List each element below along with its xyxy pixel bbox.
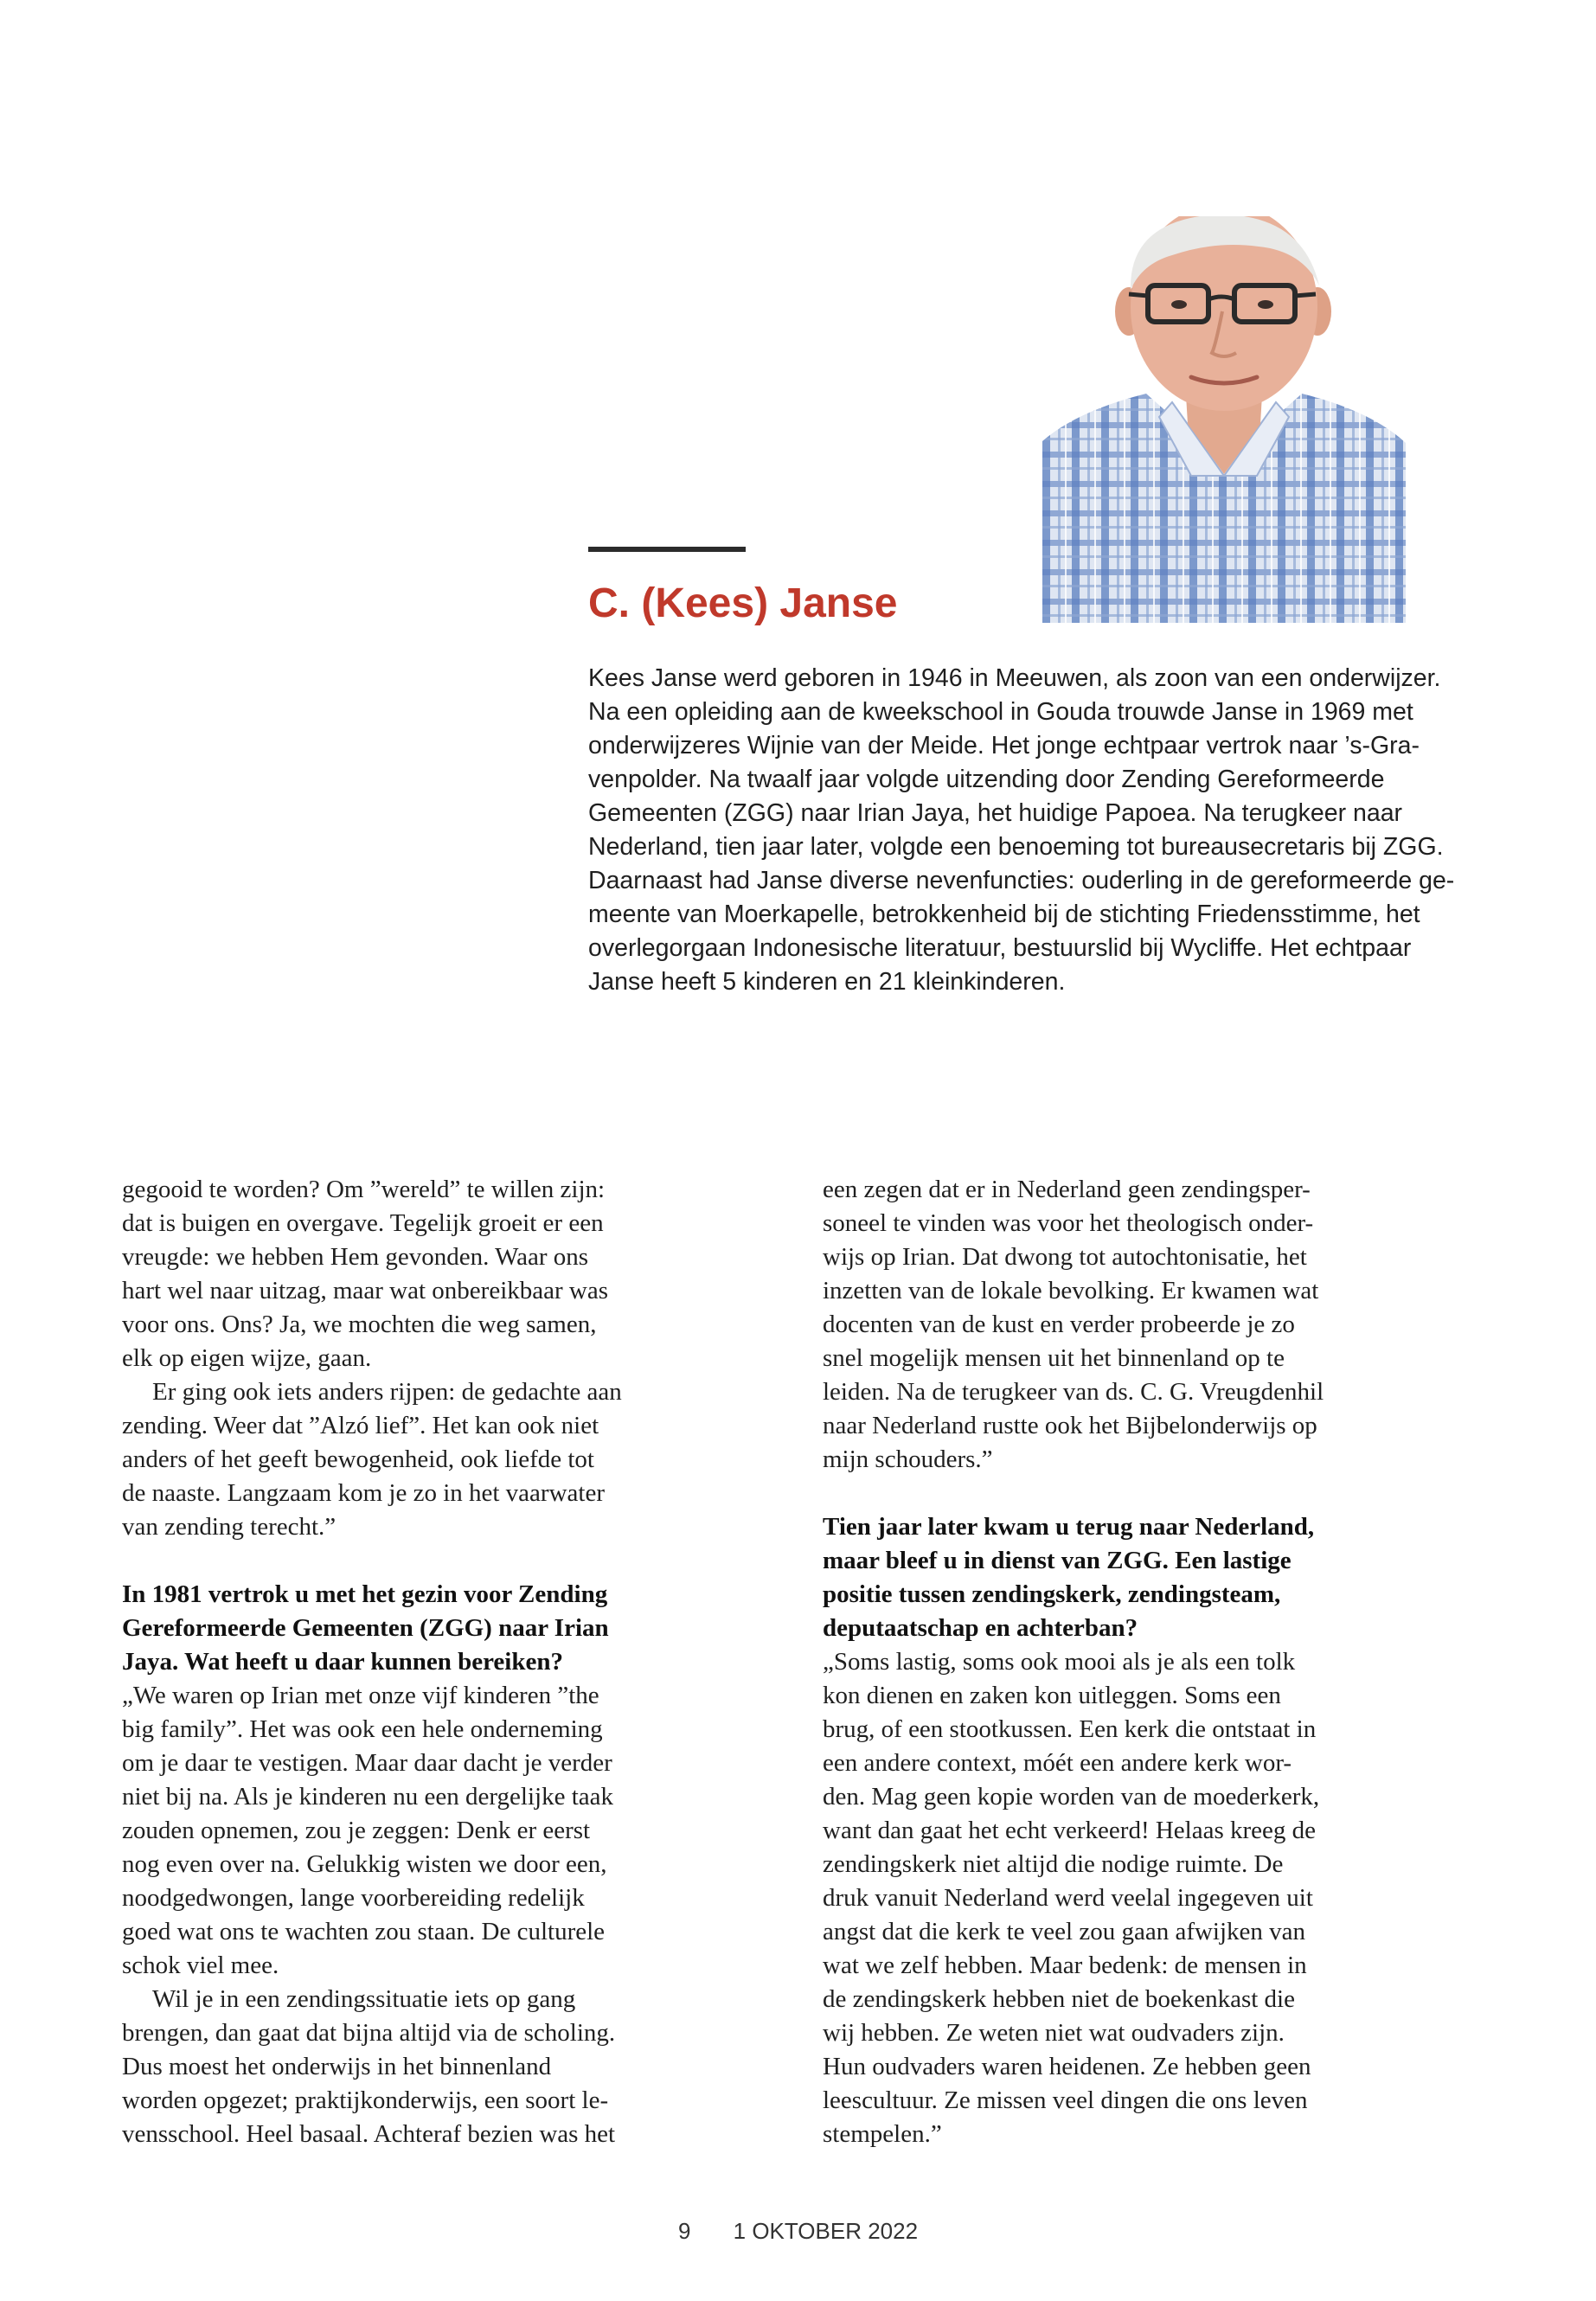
paragraph-line: om je daar te vestigen. Maar daar dacht je verder: [122, 1749, 612, 1777]
paragraph-line: goed wat ons te wachten zou staan. De culturele: [122, 1918, 606, 1945]
paragraph-line: van zending terecht.”: [122, 1513, 337, 1541]
paragraph-line: schok viel mee.: [122, 1952, 279, 1979]
paragraph-line: „Soms lastig, soms ook mooi als je als een tolk: [823, 1648, 1296, 1676]
paragraph-line: „We waren op Irian met onze vijf kinderen ”the: [122, 1682, 599, 1709]
article-column-left: [122, 1173, 676, 2151]
paragraph-line: hart wel naar uitzag, maar wat onbereikbaar was: [122, 1277, 609, 1304]
paragraph-line: naar Nederland rustte ook het Bijbelonderwijs op: [823, 1412, 1317, 1439]
title-rule: [588, 547, 746, 552]
paragraph-line: zendingskerk niet altijd die nodige ruimte. De: [823, 1850, 1284, 1878]
paragraph-line: inzetten van de lokale bevolking. Er kwamen wat: [823, 1277, 1319, 1304]
bio-line: Nederland, tien jaar later, volgde een benoeming tot bureausecretaris bij ZGG.: [588, 833, 1444, 861]
paragraph-line: brug, of een stootkussen. Een kerk die ontstaat in: [823, 1715, 1317, 1743]
paragraph-line: wijs op Irian. Dat dwong tot autochtonisatie, het: [823, 1243, 1307, 1271]
paragraph-line: docenten van de kust en verder probeerde je zo: [823, 1311, 1295, 1338]
paragraph-line: kon dienen en zaken kon uitleggen. Soms een: [823, 1682, 1281, 1709]
paragraph-line: zending. Weer dat ”Alzó lief”. Het kan ook niet: [122, 1412, 599, 1439]
interview-question: In 1981 vertrok u met het gezin voor Zending: [122, 1580, 608, 1608]
bio-line: Na een opleiding aan de kweekschool in Gouda trouwde Janse in 1969 met: [588, 698, 1413, 726]
paragraph-line: angst dat die kerk te veel zou gaan afwijken van: [823, 1918, 1306, 1945]
page-number: 9: [677, 2218, 691, 2244]
bio-line: Janse heeft 5 kinderen en 21 kleinkinderen.: [588, 968, 1066, 996]
paragraph-line: Dus moest het onderwijs in het binnenland: [122, 2053, 552, 2080]
bio-line: meente van Moerkapelle, betrokkenheid bij de stichting Friedensstimme, het: [588, 901, 1420, 928]
paragraph-line: worden opgezet; praktijkonderwijs, een soort le-: [122, 2086, 609, 2114]
profile-name: C. (Kees) Janse: [588, 580, 898, 626]
paragraph-line: nog even over na. Gelukkig wisten we door een,: [122, 1850, 607, 1878]
bio-line: onderwijzeres Wijnie van der Meide. Het jonge echtpaar vertrok naar ’s-Gra-: [588, 732, 1420, 760]
interview-question: maar bleef u in dienst van ZGG. Een lastige: [823, 1547, 1292, 1574]
paragraph-line: leescultuur. Ze missen veel dingen die ons leven: [823, 2086, 1308, 2114]
paragraph-line: mijn schouders.”: [823, 1445, 993, 1473]
paragraph-line: vensschool. Heel basaal. Achteraf bezien was het: [122, 2120, 616, 2148]
paragraph-line: niet bij na. Als je kinderen nu een dergelijke taak: [122, 1783, 614, 1811]
paragraph-line: een andere context, móét een andere kerk wor-: [823, 1749, 1292, 1777]
paragraph-line: snel mogelijk mensen uit het binnenland op te: [823, 1344, 1285, 1372]
profile-bio: [588, 662, 1501, 999]
paragraph-line: stempelen.”: [823, 2120, 942, 2148]
paragraph-line: dat is buigen en overgave. Tegelijk groeit er een: [122, 1209, 604, 1237]
paragraph-line: voor ons. Ons? Ja, we mochten die weg samen,: [122, 1311, 597, 1338]
interview-question: positie tussen zendingskerk, zendingsteam,: [823, 1580, 1281, 1608]
issue-date: 1 OKTOBER 2022: [733, 2218, 919, 2244]
paragraph-line: noodgedwongen, lange voorbereiding redelijk: [122, 1884, 585, 1912]
paragraph-line: want dan gaat het echt verkeerd! Helaas kreeg de: [823, 1817, 1317, 1844]
bio-line: Kees Janse werd geboren in 1946 in Meeuwen, als zoon van een onderwijzer.: [588, 664, 1441, 692]
page-footer: [0, 2216, 1596, 2246]
paragraph-line: wat we zelf hebben. Maar bedenk: de mensen in: [823, 1952, 1307, 1979]
portrait-photo: [1042, 216, 1406, 623]
paragraph-line: big family”. Het was ook een hele onderneming: [122, 1715, 603, 1743]
paragraph-line: vreugde: we hebben Hem gevonden. Waar ons: [122, 1243, 589, 1271]
paragraph-line: Hun oudvaders waren heidenen. Ze hebben geen: [823, 2053, 1311, 2080]
bio-line: Gemeenten (ZGG) naar Irian Jaya, het huidige Papoea. Na terugkeer naar: [588, 799, 1403, 827]
paragraph-line: anders of het geeft bewogenheid, ook liefde tot: [122, 1445, 594, 1473]
interview-question: deputaatschap en achterban?: [823, 1614, 1138, 1642]
paragraph-gap: [823, 1477, 1376, 1510]
paragraph-line: gegooid te worden? Om ”wereld” te willen zijn:: [122, 1176, 606, 1203]
bio-line: overlegorgaan Indonesische literatuur, bestuurslid bij Wycliffe. Het echtpaar: [588, 934, 1412, 962]
paragraph-line: wij hebben. Ze weten niet wat oudvaders zijn.: [823, 2019, 1285, 2047]
interview-question: Tien jaar later kwam u terug naar Nederland,: [823, 1513, 1315, 1541]
paragraph-line: een zegen dat er in Nederland geen zendingsper-: [823, 1176, 1311, 1203]
paragraph-line: Wil je in een zendingssituatie iets op gang: [152, 1985, 576, 2013]
paragraph-gap: [122, 1544, 676, 1578]
bio-line: venpolder. Na twaalf jaar volgde uitzending door Zending Gereformeerde: [588, 766, 1385, 793]
interview-question: Gereformeerde Gemeenten (ZGG) naar Irian: [122, 1614, 609, 1642]
paragraph-line: brengen, dan gaat dat bijna altijd via de scholing.: [122, 2019, 616, 2047]
paragraph-line: zouden opnemen, zou je zeggen: Denk er eerst: [122, 1817, 591, 1844]
paragraph-line: den. Mag geen kopie worden van de moederkerk,: [823, 1783, 1320, 1811]
interview-question: Jaya. Wat heeft u daar kunnen bereiken?: [122, 1648, 563, 1676]
paragraph-line: de naaste. Langzaam kom je zo in het vaarwater: [122, 1479, 605, 1507]
paragraph-line: druk vanuit Nederland werd veelal ingegeven uit: [823, 1884, 1313, 1912]
bio-line: Daarnaast had Janse diverse nevenfuncties: ouderling in de gereformeerde ge-: [588, 867, 1455, 894]
paragraph-line: de zendingskerk hebben niet de boekenkast die: [823, 1985, 1295, 2013]
paragraph-line: soneel te vinden was voor het theologisch onder-: [823, 1209, 1314, 1237]
paragraph-line: elk op eigen wijze, gaan.: [122, 1344, 372, 1372]
article-column-right: [823, 1173, 1376, 2151]
paragraph-line: leiden. Na de terugkeer van ds. C. G. Vreugdenhil: [823, 1378, 1324, 1406]
paragraph-line: Er ging ook iets anders rijpen: de gedachte aan: [152, 1378, 622, 1406]
